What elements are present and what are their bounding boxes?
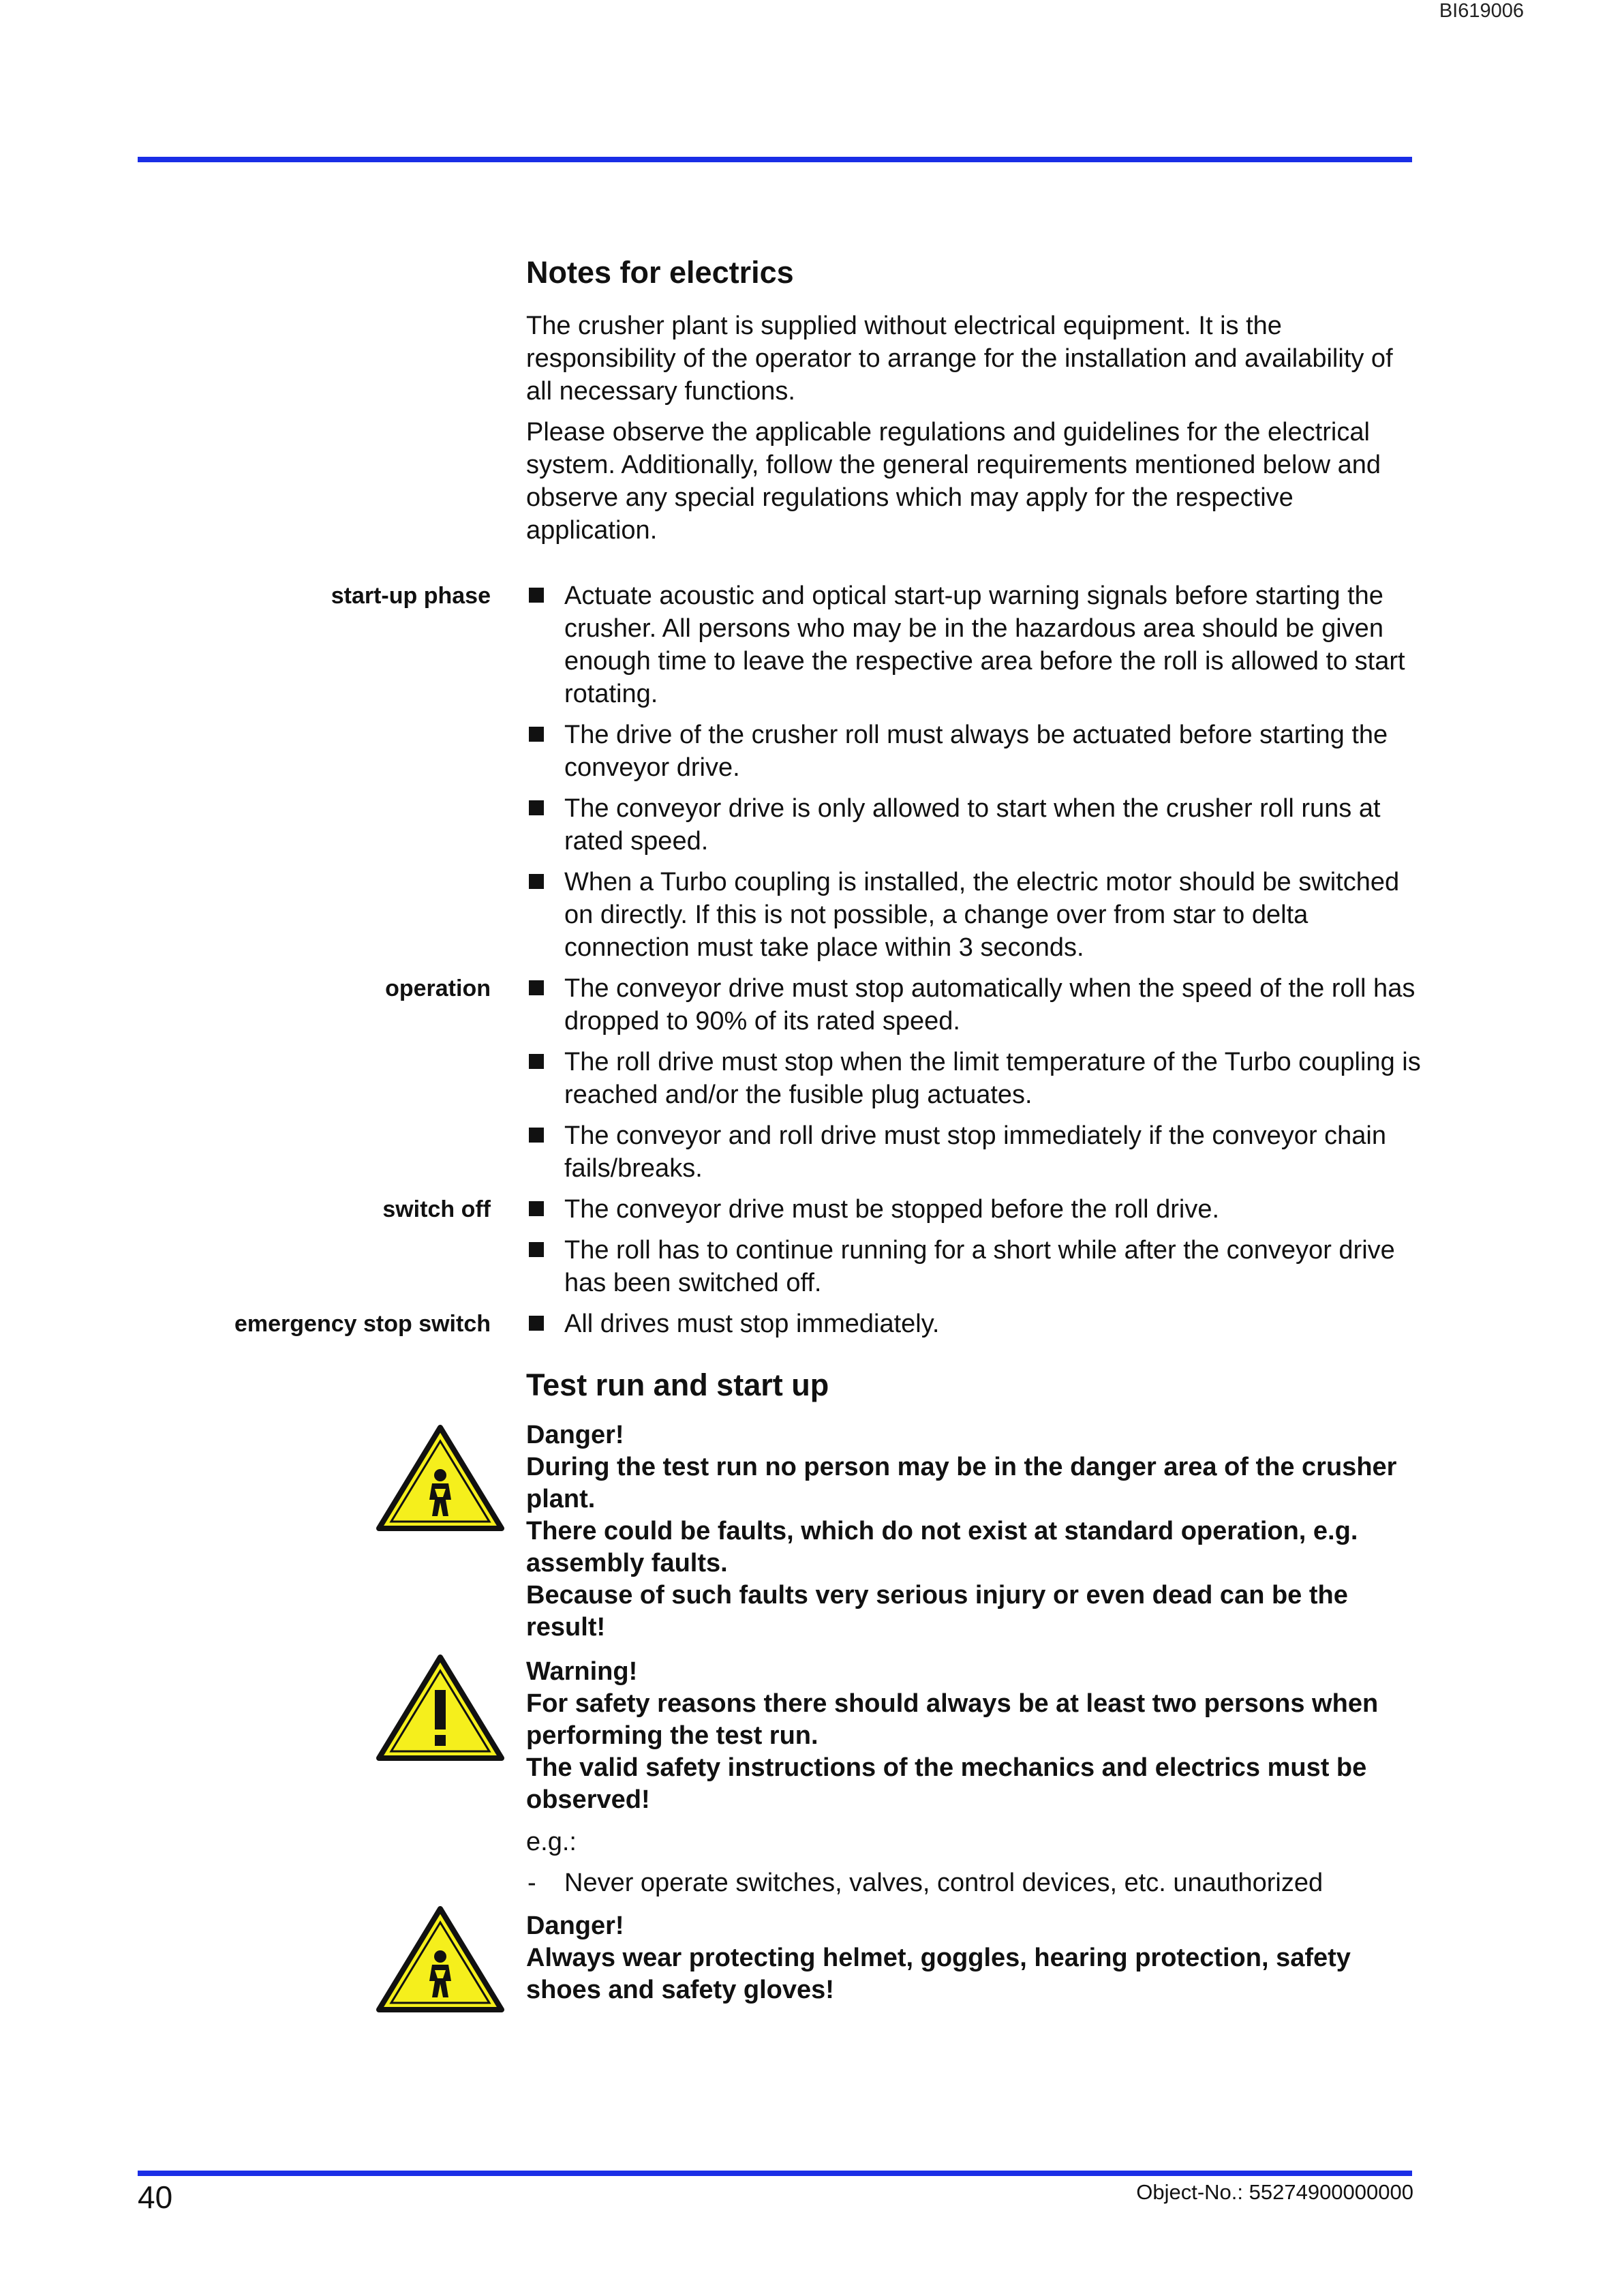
danger-heading: Danger! (526, 1912, 624, 1940)
warning-text: For safety reasons there should always be at least two persons when performing the test run. (526, 1689, 1379, 1750)
danger-text: Always wear protecting helmet, goggles, hearing protection, safety shoes and safety gloves! (526, 1944, 1351, 2004)
dash-item: - Never operate switches, valves, control devices, etc. unauthorized (526, 1867, 1426, 1899)
bullet-item: The drive of the crusher roll must always be actuated before starting the conveyor drive. (526, 719, 1426, 784)
danger-notice (526, 1419, 1426, 1644)
bullet-item: The conveyor and roll drive must stop immediately if the conveyor chain fails/breaks. (526, 1119, 1426, 1185)
notes-paragraph: Please observe the applicable regulations and guidelines for the electrical system. Additionally, follow the general requirements mentioned below and observe any special regulations which may apply for the respective application. (526, 418, 1381, 545)
page-content (234, 252, 1426, 2016)
header-rule (138, 157, 1412, 162)
bullet-item: All drives must stop immediately. (526, 1308, 1426, 1340)
group-switch-off (382, 1193, 1426, 1299)
footer-rule (138, 2171, 1412, 2176)
warning-heading: Warning! (526, 1657, 638, 1686)
group-operation (385, 972, 1426, 1185)
page-number: 40 (138, 2179, 173, 2215)
person-hazard-icon (375, 1423, 506, 1532)
danger-text: During the test run no person may be in the danger area of the crusher plant. (526, 1453, 1397, 1513)
bullet-item: When a Turbo coupling is installed, the electric motor should be switched on directly. If this is not possible, a change over from star to delta connection must take place within 3 seconds. (526, 866, 1426, 964)
side-label-operation: operation (385, 976, 491, 1001)
bullet-item: The conveyor drive must stop automatically when the speed of the roll has dropped to 90% of its rated speed. (526, 972, 1426, 1038)
object-number: Object-No.: 55274900000000 (1136, 2180, 1413, 2204)
bullet-item: The roll has to continue running for a short while after the conveyor drive has been switched off. (526, 1234, 1426, 1299)
bullet-item: The roll drive must stop when the limit temperature of the Turbo coupling is reached and/or the fusible plug actuates. (526, 1046, 1426, 1111)
danger-notice (526, 1910, 1426, 2006)
bullet-item: The conveyor drive is only allowed to start when the crusher roll runs at rated speed. (526, 792, 1426, 858)
notes-paragraph: The crusher plant is supplied without electrical equipment. It is the responsibility of the operator to arrange for the installation and availability of all necessary functions. (526, 312, 1393, 406)
exclamation-warning-icon (375, 1653, 506, 1762)
danger-text: Because of such faults very serious injury or even dead can be the result! (526, 1581, 1348, 1642)
side-label-switch-off: switch off (382, 1196, 491, 1222)
person-hazard-icon (375, 1905, 506, 2014)
notes-section-title: Notes for electrics (526, 255, 794, 290)
group-start-up-phase (331, 579, 1426, 964)
document-id: BI619006 (1439, 0, 1524, 22)
warning-text: The valid safety instructions of the mechanics and electrics must be observed! (526, 1753, 1367, 1814)
bullet-item: The conveyor drive must be stopped before the roll drive. (526, 1193, 1426, 1226)
warning-notice (526, 1656, 1426, 1816)
side-label-emergency-stop-switch: emergency stop switch (234, 1311, 491, 1337)
side-label-start-up-phase: start-up phase (331, 583, 491, 609)
test-section-title: Test run and start up (526, 1368, 829, 1402)
eg-label: e.g.: (526, 1828, 577, 1856)
group-emergency-stop (234, 1308, 1426, 1340)
danger-heading: Danger! (526, 1421, 624, 1449)
danger-text: There could be faults, which do not exist at standard operation, e.g. assembly faults. (526, 1517, 1358, 1577)
bullet-item: Actuate acoustic and optical start-up warning signals before starting the crusher. All persons who may be in the hazardous area should be given enough time to leave the respective area before the roll is allowed to start rotating. (526, 579, 1426, 710)
